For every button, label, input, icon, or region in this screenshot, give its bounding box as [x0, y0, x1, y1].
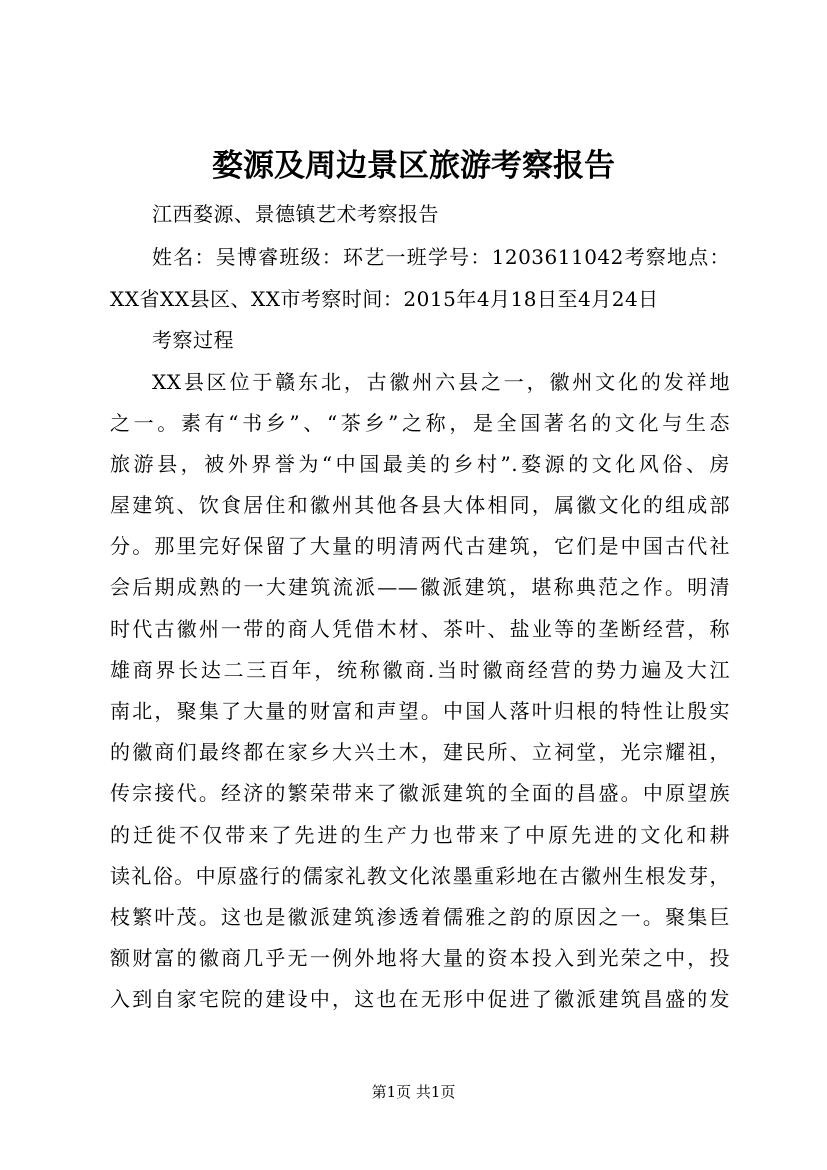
body-line: 之一。素有“书乡”、“茶乡”之称，是全国著名的文化与生态	[110, 411, 730, 435]
body-line: XX县区位于赣东北，古徽州六县之一，徽州文化的发祥地	[152, 370, 730, 394]
body-line: 读礼俗。中原盛行的儒家礼教文化浓墨重彩地在古徽州生根发芽，	[110, 864, 730, 888]
body-line: 的迁徙不仅带来了先进的生产力也带来了中原先进的文化和耕	[110, 823, 730, 847]
body-line: 旅游县，被外界誉为“中国最美的乡村”.婺源的文化风俗、房	[110, 452, 730, 476]
body-line: 额财富的徽商几乎无一例外地将大量的资本投入到光荣之中，投	[110, 946, 730, 970]
body-line: 时代古徽州一带的商人凭借木材、茶叶、盐业等的垄断经营，称	[110, 617, 730, 641]
document-title: 婺源及周边景区旅游考察报告	[212, 148, 615, 184]
body-line: 传宗接代。经济的繁荣带来了徽派建筑的全面的昌盛。中原望族	[110, 781, 730, 805]
body-line: 屋建筑、饮食居住和徽州其他各县大体相同，属徽文化的组成部	[110, 493, 730, 517]
section-heading: 考察过程	[152, 328, 234, 352]
body-line: 雄商界长达二三百年，统称徽商.当时徽商经营的势力遍及大江	[110, 658, 730, 682]
body-line: 南北，聚集了大量的财富和声望。中国人落叶归根的特性让殷实	[110, 699, 730, 723]
subtitle-line: 江西婺源、景德镇艺术考察报告	[152, 202, 439, 226]
body-line: 的徽商们最终都在家乡大兴土木，建民所、立祠堂，光宗耀祖，	[110, 740, 730, 764]
body-line: 会后期成熟的一大建筑流派——徽派建筑，堪称典范之作。明清	[110, 575, 730, 599]
location-time-line: XX省XX县区、XX市考察时间：2015年4月18日至4月24日	[110, 287, 659, 311]
author-info-line: 姓名：吴博睿班级：环艺一班学号：1203611042考察地点：	[152, 245, 730, 269]
body-line: 入到自家宅院的建设中，这也在无形中促进了徽派建筑昌盛的发	[110, 987, 730, 1011]
page-footer: 第1页 共1页	[371, 1083, 456, 1101]
body-line: 分。那里完好保留了大量的明清两代古建筑，它们是中国古代社	[110, 534, 730, 558]
body-line: 枝繁叶茂。这也是徽派建筑渗透着儒雅之韵的原因之一。聚集巨	[110, 905, 730, 929]
